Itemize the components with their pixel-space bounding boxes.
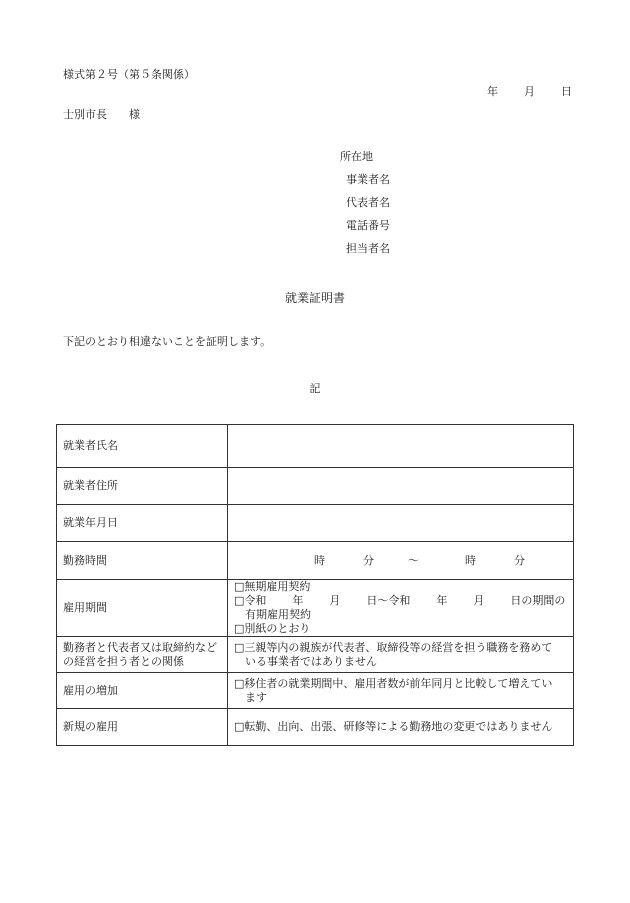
document-title: 就業証明書 [284,291,345,305]
relation-label-line1: 勤務者と代表者又は取締約など [63,640,217,654]
fixed-term-day-end: 日の期間の [510,594,566,607]
fixed-term-day-start: 日～令和 [366,594,411,607]
table-row-relation [57,637,574,673]
increase-value-line2: ます [245,690,267,704]
increase-field[interactable] [228,673,574,709]
date-month-label: 月 [524,85,535,98]
fixed-term-year-end: 年 [436,594,448,607]
name-field[interactable] [228,425,574,468]
ki-heading: 記 [309,382,321,395]
hours-end-minute-unit: 分 [514,553,525,567]
date-line [487,83,572,99]
table-row-hours [57,542,574,580]
certificate-table [56,424,574,746]
checkbox-increase[interactable]: □移住者の就業期間中、雇用者数が前年同月と比較して増えてい [234,676,553,690]
table-row-start-date [57,505,574,542]
hours-tilde: ～ [408,553,419,567]
relation-value-line2: いる事業者ではありません [245,654,377,668]
business-name-label: 事業者名 [346,173,390,186]
table-row-increase [57,673,574,709]
address-field[interactable] [228,468,574,505]
fixed-term-month-end: 月 [473,594,485,607]
address-label: 就業者住所 [57,468,228,505]
fixed-term-month-start: 月 [329,594,341,607]
new-hire-field[interactable] [228,709,574,746]
representative-label: 代表者名 [346,196,390,209]
table-row-address [57,468,574,505]
checkbox-relation[interactable]: □三親等内の親族が代表者、取締役等の経営を担う職務を務めて [234,640,553,654]
location-label: 所在地 [340,150,373,163]
fixed-term-reiwa-start: □令和 [234,594,267,607]
contact-person-label: 担当者名 [346,242,390,255]
name-label: 就業者氏名 [57,425,228,468]
fixed-term-year-start: 年 [292,594,304,607]
increase-label: 雇用の増加 [57,673,228,709]
form-number: 様式第２号（第５条関係） [63,68,195,81]
table-row-name [57,425,574,468]
addressee: 士別市長 様 [63,108,140,121]
date-year-label: 年 [487,85,498,98]
table-row-period [57,580,574,637]
start-date-field[interactable] [228,505,574,542]
phone-label: 電話番号 [346,219,390,232]
fixed-term-continuation: 有期雇用契約 [245,608,311,621]
new-hire-label: 新規の雇用 [57,709,228,746]
checkbox-see-attachment[interactable]: □別紙のとおり [234,622,311,635]
period-label: 雇用期間 [57,580,228,637]
checkbox-new-hire[interactable]: □転勤、出向、出張、研修等による勤務地の変更ではありません [234,720,553,733]
relation-field[interactable] [228,637,574,673]
hours-start-hour-unit: 時 [314,553,325,567]
date-day-label: 日 [561,85,572,98]
checkbox-indefinite-contract[interactable]: □無期雇用契約 [234,580,311,593]
checkbox-fixed-term-contract[interactable] [234,594,567,608]
period-field [228,580,574,637]
hours-field[interactable] [228,542,574,580]
table-row-new-hire [57,709,574,746]
hours-start-minute-unit: 分 [363,553,374,567]
start-date-label: 就業年月日 [57,505,228,542]
certification-statement: 下記のとおり相違ないことを証明します。 [63,335,272,348]
hours-label: 勤務時間 [57,542,228,580]
hours-end-hour-unit: 時 [465,553,476,567]
relation-label-line2: の経営を担う者との関係 [63,654,184,668]
relation-label [57,637,228,673]
